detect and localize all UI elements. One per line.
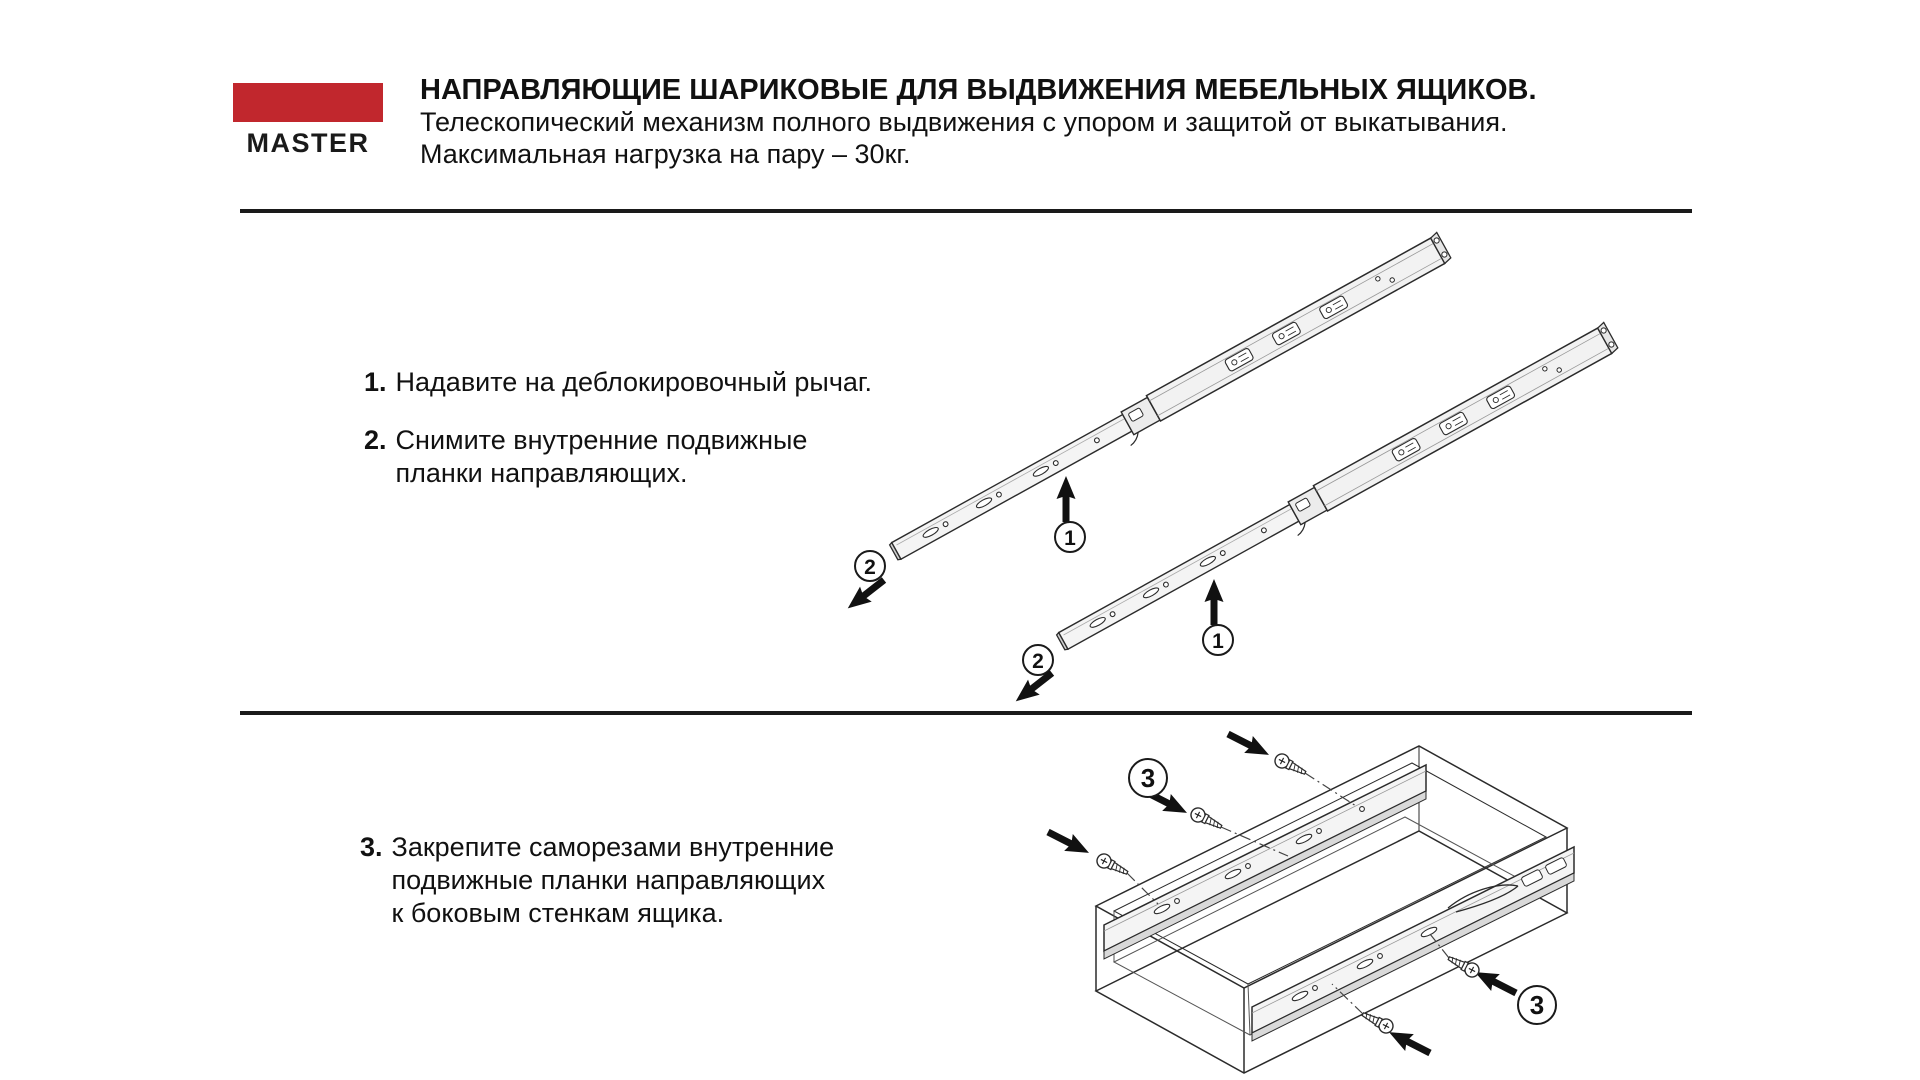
page-subtitle-2: Максимальная нагрузка на пару – 30кг. <box>420 139 911 169</box>
screw-icon <box>1360 1008 1396 1035</box>
step-2-number: 2. <box>364 425 387 455</box>
callout-3b: 3 <box>1529 990 1545 1020</box>
slide-rail-b <box>1053 322 1622 661</box>
divider-middle <box>240 711 1692 715</box>
callout-2a: 2 <box>864 556 876 579</box>
step-1-text: Надавите на деблокировочный рычаг. <box>395 367 872 397</box>
up-arrow-icon <box>1057 476 1076 522</box>
screw-arrow-icon <box>1044 824 1094 862</box>
figure-drawer <box>1044 726 1574 1073</box>
up-arrow-icon <box>1205 579 1224 625</box>
divider-top <box>240 209 1692 213</box>
brand-name: MASTER <box>246 128 370 158</box>
callout-3a: 3 <box>1140 763 1156 793</box>
step-2-text: Снимите внутренние подвижные планки направляющих. <box>395 425 808 488</box>
page-title: НАПРАВЛЯЮЩИЕ ШАРИКОВЫЕ ДЛЯ ВЫДВИЖЕНИЯ МЕБЕЛЬНЫХ ЯЩИКОВ. <box>420 74 1537 106</box>
step-3-text: Закрепите саморезами внутренние подвижные планки направляющих к боковым стенкам ящика. <box>391 832 835 928</box>
screw-icon <box>1273 752 1309 779</box>
screw-icon <box>1446 952 1482 979</box>
screw-icon <box>1095 852 1131 879</box>
step-1-number: 1. <box>364 367 387 397</box>
page-subtitle-1: Телескопический механизм полного выдвижения с упором и защитой от выкатывания. <box>420 107 1508 137</box>
callout-2b: 2 <box>1032 650 1044 673</box>
slide-rail-a <box>886 232 1455 571</box>
callout-1b: 1 <box>1212 630 1224 653</box>
figure-slides <box>842 232 1622 708</box>
step-3-number: 3. <box>360 832 383 862</box>
callout-1a: 1 <box>1064 527 1076 550</box>
screw-arrow-icon <box>1224 726 1274 764</box>
screw-icon <box>1189 806 1225 833</box>
